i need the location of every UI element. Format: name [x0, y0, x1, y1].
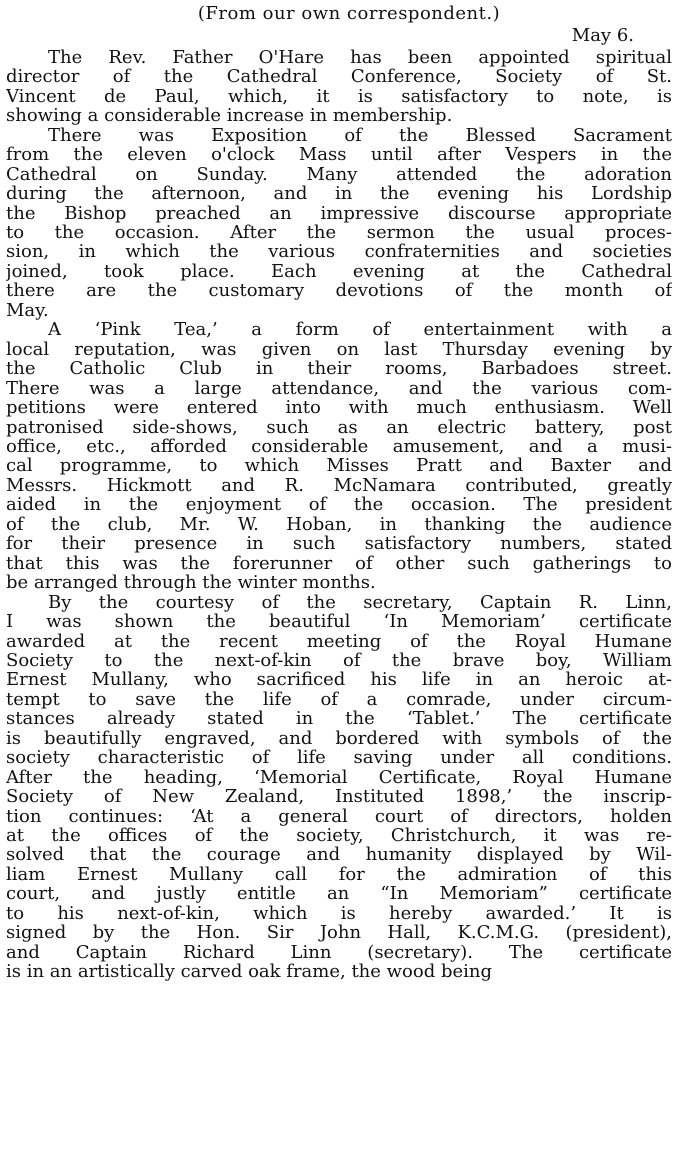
byline: (From our own correspondent.) — [197, 3, 501, 24]
paragraph — [6, 48, 672, 126]
text-line: petitions were entered into with much enthusiasm. Well — [6, 398, 672, 418]
text-line: Cathedral on Sunday. Many attended the adoration — [6, 164, 672, 185]
text-line: local reputation, was given on last Thursday evening by — [6, 339, 672, 360]
text-line: the Bishop preached an impressive discourse appropriate — [6, 203, 672, 223]
text-line: liam Ernest Mullany call for the admiration of this — [6, 864, 672, 885]
text-line: awarded at the recent meeting of the Royal Humane — [6, 631, 672, 651]
text-line: tion continues: ‘At a general court of directors, holden — [6, 806, 672, 827]
text-line: Ernest Mullany, who sacrificed his life in an heroic at- — [6, 670, 672, 690]
text-line: director of the Cathedral Conference, Society of St. — [6, 67, 672, 87]
text-line: is in an artistically carved oak frame, the wood being — [6, 962, 493, 982]
text-line: patronised side-shows, such as an electric battery, post — [6, 417, 672, 437]
paragraph — [6, 126, 672, 321]
dateline: May 6. — [571, 25, 634, 47]
text-line: at the offices of the society, Christchurch, it was re- — [6, 826, 672, 846]
text-line: May. — [6, 300, 49, 321]
text-line: from the eleven o'clock Mass until after Vespers in the — [6, 145, 672, 165]
text-line: cal programme, to which Misses Pratt and Baxter and — [6, 456, 672, 476]
text-line: sion, in which the various confraternities and societies — [6, 242, 672, 262]
text-line: during the afternoon, and in the evening his Lordship — [6, 184, 672, 204]
article-body — [6, 48, 672, 982]
text-line: of the club, Mr. W. Hoban, in thanking the audience — [6, 514, 672, 535]
text-line: joined, took place. Each evening at the Cathedral — [6, 261, 672, 282]
text-line: showing a considerable increase in membership. — [6, 106, 453, 126]
text-line: to his next-of-kin, which is hereby awarded.’ It is — [6, 903, 672, 924]
text-line: signed by the Hon. Sir John Hall, K.C.M.G. (president), — [6, 923, 672, 943]
text-line: and Captain Richard Linn (secretary). The certificate — [6, 942, 672, 963]
text-line: There was Exposition of the Blessed Sacrament — [48, 125, 672, 146]
article-column — [6, 0, 672, 982]
text-line: that this was the forerunner of other such gatherings to — [6, 553, 672, 574]
text-line: I was shown the beautiful ‘In Memoriam’ certificate — [6, 612, 672, 632]
text-line: Messrs. Hickmott and R. McNamara contributed, greatly — [6, 475, 672, 496]
text-line: Society of New Zealand, Instituted 1898,’ the inscrip- — [6, 787, 672, 807]
text-line: to the occasion. After the sermon the usual proces- — [6, 222, 672, 243]
text-line: stances already stated in the ‘Tablet.’ The certificate — [6, 709, 672, 729]
text-line: aided in the enjoyment of the occasion. The president — [6, 495, 672, 515]
text-line: There was a large attendance, and the various com- — [6, 378, 672, 399]
paragraph — [6, 593, 672, 982]
text-line: The Rev. Father O'Hare has been appointed spiritual — [48, 47, 672, 68]
text-line: After the heading, ‘Memorial Certificate, Royal Humane — [6, 767, 672, 788]
paragraph — [6, 320, 672, 592]
text-line: society characteristic of life saving under all conditions. — [6, 748, 672, 768]
text-line: there are the customary devotions of the month of — [6, 281, 672, 301]
text-line: tempt to save the life of a comrade, under circum- — [6, 689, 672, 710]
text-line: be arranged through the winter months. — [6, 573, 376, 593]
text-line: By the courtesy of the secretary, Captain R. Linn, — [48, 592, 672, 613]
text-line: solved that the courage and humanity displayed by Wil- — [6, 845, 672, 865]
text-line: office, etc., afforded considerable amusement, and a musi- — [6, 436, 672, 457]
text-line: Vincent de Paul, which, it is satisfactory to note, is — [6, 86, 672, 107]
text-line: A ‘Pink Tea,’ a form of entertainment with a — [48, 320, 672, 340]
text-line: the Catholic Club in their rooms, Barbadoes street. — [6, 359, 672, 379]
text-line: court, and justly entitle an “In Memoriam” certificate — [6, 884, 672, 904]
text-line: Society to the next-of-kin of the brave boy, William — [6, 650, 672, 671]
text-line: for their presence in such satisfactory numbers, stated — [6, 534, 672, 554]
text-line: is beautifully engraved, and bordered with symbols of the — [6, 728, 672, 749]
